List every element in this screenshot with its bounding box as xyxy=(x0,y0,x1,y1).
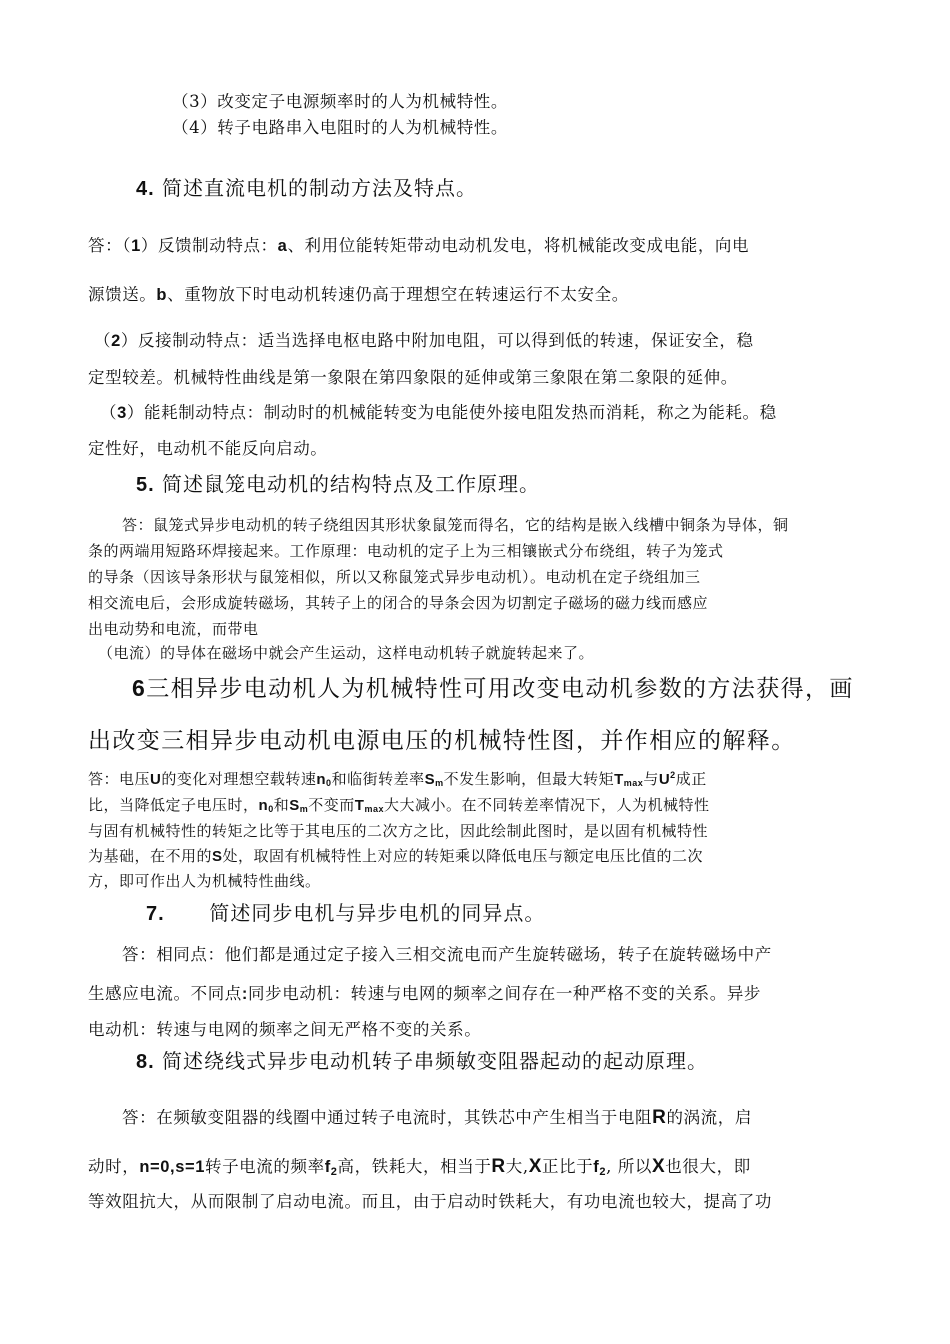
answer-line: 与固有机械特性的转矩之比等于其电压的二次方之比，因此绘制此图时，是以固有机械特性 xyxy=(88,822,709,840)
list-item: （3）改变定子电源频率时的人为机械特性。 xyxy=(172,92,508,111)
question-heading xyxy=(146,897,870,926)
answer-line: 方，即可作出人为机械特性曲线。 xyxy=(88,872,321,890)
answer-line: 答：相同点：他们都是通过定子接入三相交流电而产生旋转磁场，转子在旋转磁场中产 xyxy=(122,945,772,964)
question-heading xyxy=(136,468,870,497)
question-heading-cont: 出改变三相异步电动机电源电压的机械特性图，并作相应的解释。 xyxy=(88,728,796,754)
question-title: 简述鼠笼电动机的结构特点及工作原理。 xyxy=(162,472,541,496)
answer-line: 源馈送。b、重物放下时电动机转速仍高于理想空在转速运行不太安全。 xyxy=(88,285,629,304)
answer-line: （3）能耗制动特点：制动时的机械能转变为电能使外接电阻发热而消耗，称之为能耗。稳 xyxy=(100,403,777,422)
answer-line: 答：在频敏变阻器的线圈中通过转子电流时，其铁芯中产生相当于电阻R的涡流，启 xyxy=(122,1107,752,1128)
answer-line: 的导条（因该导条形状与鼠笼相似，所以又称鼠笼式异步电动机）。电动机在定子绕组加三 xyxy=(88,568,701,586)
answer-line: 电动机：转速与电网的频率之间无严格不变的关系。 xyxy=(88,1020,482,1039)
answer-line: 条的两端用短路环焊接起来。工作原理：电动机的定子上为三相镶嵌式分布绕组，转子为笼式 xyxy=(88,542,724,560)
question-number: 5. xyxy=(136,474,155,496)
answer-line: （电流）的导体在磁场中就会产生运动，这样电动机转子就旋转起来了。 xyxy=(98,644,595,662)
question-number: 8. xyxy=(136,1051,155,1073)
question-heading xyxy=(136,172,870,201)
answer-line: 定型较差。机械特性曲线是第一象限在第四象限的延伸或第三象限在第二象限的延伸。 xyxy=(88,368,738,387)
question-heading xyxy=(136,1045,870,1074)
answer-line: 为基础，在不用的S处，取固有机械特性上对应的转矩乘以降低电压与额定电压比值的二次 xyxy=(88,847,704,865)
answer-line: 答：鼠笼式异步电动机的转子绕组因其形状象鼠笼而得名，它的结构是嵌入线槽中铜条为导体，铜 xyxy=(122,516,789,534)
question-number: 7. xyxy=(146,903,165,925)
list-item: （4）转子电路串入电阻时的人为机械特性。 xyxy=(172,118,508,137)
answer-line: 答：电压U的变化对理想空载转速$n_0$和临街转差率$S_m$不发生影响，但最大转矩$T_{max}$与$U^2$成正 xyxy=(88,770,707,788)
answer-line: 出电动势和电流，而带电 xyxy=(88,620,259,638)
answer-line: （2）反接制动特点：适当选择电枢电路中附加电阻，可以得到低的转速，保证安全，稳 xyxy=(94,331,754,350)
answer-line: 相交流电后，会形成旋转磁场，其转子上的闭合的导条会因为切割定子磁场的磁力线而感应 xyxy=(88,594,709,612)
answer-line: 答：（1）反馈制动特点：a、利用位能转矩带动电动机发电，将机械能改变成电能，向电 xyxy=(88,236,750,255)
question-title: 简述同步电机与异步电机的同异点。 xyxy=(209,901,546,925)
answer-line: 等效阻抗大，从而限制了启动电流。而且，由于启动时铁耗大，有功电流也较大，提高了功 xyxy=(88,1192,772,1211)
answer-line: 定性好，电动机不能反向启动。 xyxy=(88,439,328,458)
answer-line: 动时，n=0,s=1转子电流的频率f2高，铁耗大，相当于R大,X正比于f2, 所以X也很大，即 xyxy=(88,1156,751,1178)
answer-line: 生感应电流。不同点:同步电动机：转速与电网的频率之间存在一种严格不变的关系。异步 xyxy=(88,984,762,1003)
answer-line: 比，当降低定子电压时，$n_0$和$S_m$不变而$T_{max}$大大减小。在不同转差率情况下，人为机械特性 xyxy=(88,796,710,814)
question-title: 简述绕线式异步电动机转子串频敏变阻器起动的起动原理。 xyxy=(162,1049,709,1073)
question-number: 4. xyxy=(136,178,155,200)
question-number: 6 xyxy=(132,675,147,701)
question-title: 简述直流电机的制动方法及特点。 xyxy=(162,176,478,200)
question-heading xyxy=(132,670,870,703)
question-title: 三相异步电动机人为机械特性可用改变电动机参数的方法获得，画 xyxy=(146,676,854,702)
